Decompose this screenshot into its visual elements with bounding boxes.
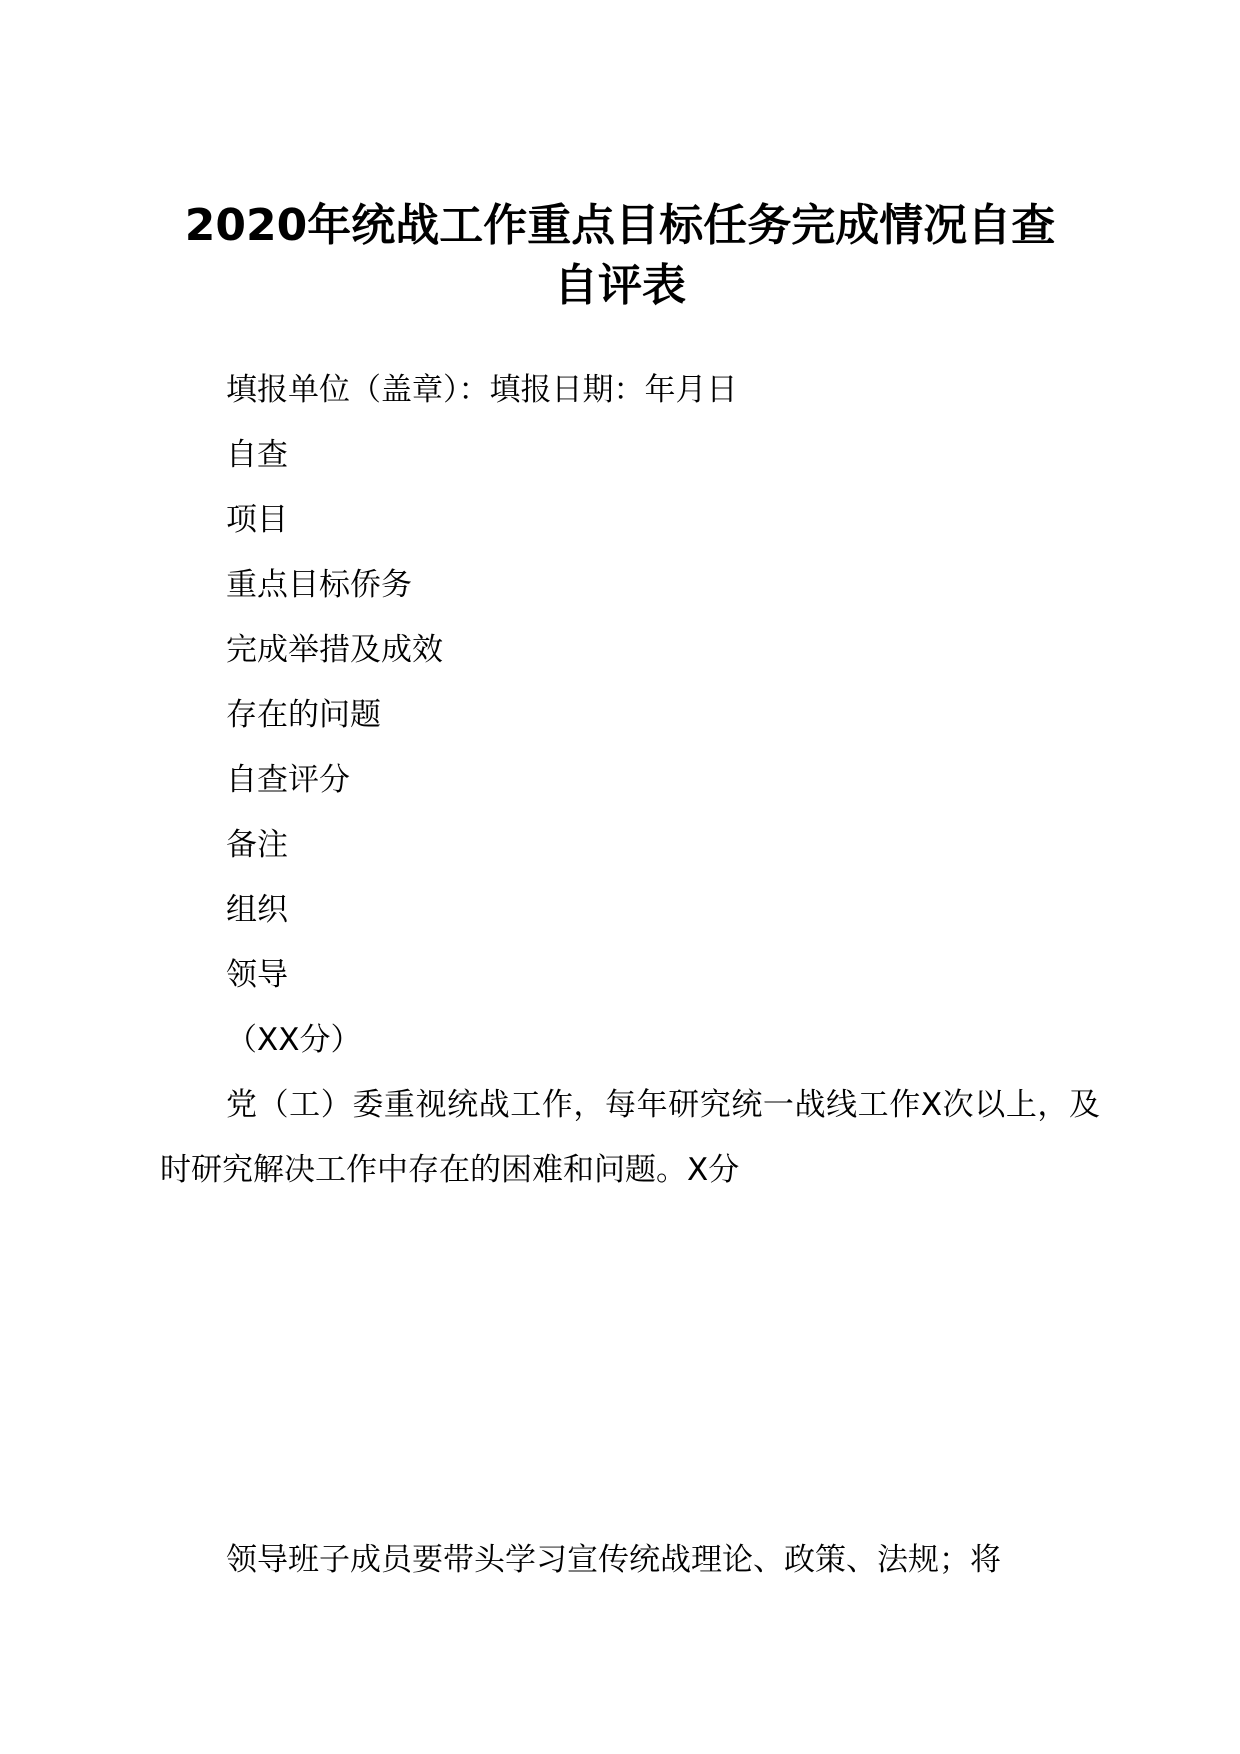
item-label: 项目 bbox=[226, 502, 288, 538]
paragraph-leadership-team: 领导班子成员要带头学习宣传统战理论、政策、法规；将 bbox=[226, 1542, 1001, 1578]
remarks-label: 备注 bbox=[226, 827, 288, 863]
form-field-list bbox=[160, 358, 1100, 1073]
score-points-label: （XX分） bbox=[226, 1022, 362, 1058]
fill-unit-date-line: 填报单位（盖章）：填报日期：年月日 bbox=[226, 372, 738, 408]
title-line-2: 自评表 bbox=[554, 260, 686, 311]
leadership-label: 领导 bbox=[226, 957, 288, 993]
paragraph-party-committee: 党（工）委重视统战工作，每年研究统一战线工作X次以上，及时研究解决工作中存在的困难和问题。X分 bbox=[160, 1087, 1100, 1188]
self-check-label: 自查 bbox=[226, 437, 288, 473]
title-line-1: 2020年统战工作重点目标任务完成情况自查 bbox=[184, 200, 1056, 251]
measures-results-label: 完成举措及成效 bbox=[226, 632, 443, 668]
existing-problems-label: 存在的问题 bbox=[226, 697, 381, 733]
self-score-label: 自查评分 bbox=[226, 762, 350, 798]
document-title bbox=[160, 196, 1080, 316]
organization-label: 组织 bbox=[226, 892, 288, 928]
key-target-label: 重点目标侨务 bbox=[226, 567, 412, 603]
